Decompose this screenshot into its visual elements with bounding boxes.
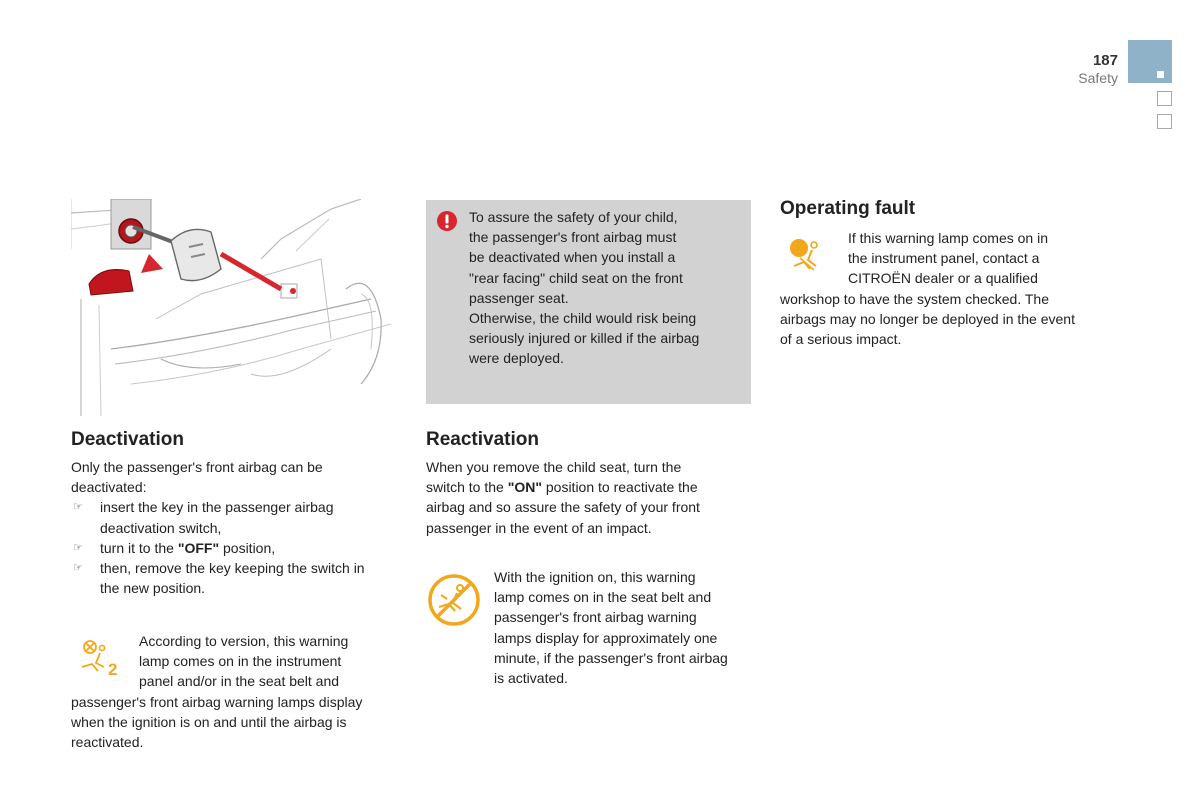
- chapter-tab-marker: [1157, 114, 1172, 129]
- svg-text:2: 2: [108, 660, 118, 679]
- reactivation-lamp-text: With the ignition on, this warning lamp comes on in the seat belt and passenger's front airbag warning lamps display for approximately one minute, if the passenger's front airbag is activated.: [494, 569, 728, 687]
- pointing-hand-icon: ☞: [73, 562, 83, 575]
- exclamation-warning-icon: [436, 210, 458, 232]
- chapter-tab-marker: [1157, 91, 1172, 106]
- warning-text: To assure the safety of your child, the passenger's front airbag must be deactivated when you install a "rear facing" child seat on the front passenger seat. Otherwise, the child would risk being seriously injured or killed if the airbag were deployed.: [469, 209, 700, 367]
- pointing-hand-icon: ☞: [73, 541, 83, 554]
- airbag-switch-illustration: [71, 199, 397, 416]
- operating-fault-text-indented: If this warning lamp comes on in the instrument panel, contact a CITROËN dealer or a qualified: [848, 230, 1048, 287]
- deactivation-steps: [71, 497, 401, 598]
- page-number: 187: [1092, 52, 1118, 69]
- pointing-hand-icon: ☞: [73, 501, 83, 514]
- operating-fault-text: workshop to have the system checked. The airbags may no longer be deployed in the event of a serious impact.: [780, 290, 1075, 347]
- list-item: ☞ insert the key in the passenger airbag deactivation switch,: [73, 499, 334, 536]
- passenger-airbag-off-lamp-icon: [427, 573, 481, 627]
- reactivation-text: When you remove the child seat, turn the switch to the "ON" position to reactivate the airbag and so assure the safety of your front passenger in the event of an impact.: [426, 459, 700, 536]
- list-item: ☞ then, remove the key keeping the switch in the new position.: [73, 560, 365, 597]
- reactivation-heading: Reactivation: [426, 429, 539, 450]
- chapter-tab-active: [1128, 40, 1172, 83]
- airbag-fault-warning-lamp-icon: [786, 236, 828, 278]
- section-title: Safety: [1078, 70, 1118, 86]
- deactivation-text: Only the passenger's front airbag can be deactivated: ☞ insert the key in the passenger airbag deactivation switch, ☞ turn it to the "OFF" position, ☞ then, remove the key keeping the switch in the new position.: [71, 457, 401, 598]
- operating-fault-heading: Operating fault: [780, 198, 916, 219]
- deactivation-heading: Deactivation: [71, 429, 184, 450]
- list-item: ☞ turn it to the "OFF" position,: [71, 538, 401, 558]
- deactivation-lamp-text: passenger's front airbag warning lamps display when the ignition is on and until the airbag is reactivated.: [71, 693, 363, 750]
- airbag-off-warning-lamp-icon: [78, 637, 120, 679]
- deactivation-lamp-text-indented: According to version, this warning lamp comes on in the instrument panel and/or in the seat belt and: [139, 633, 349, 690]
